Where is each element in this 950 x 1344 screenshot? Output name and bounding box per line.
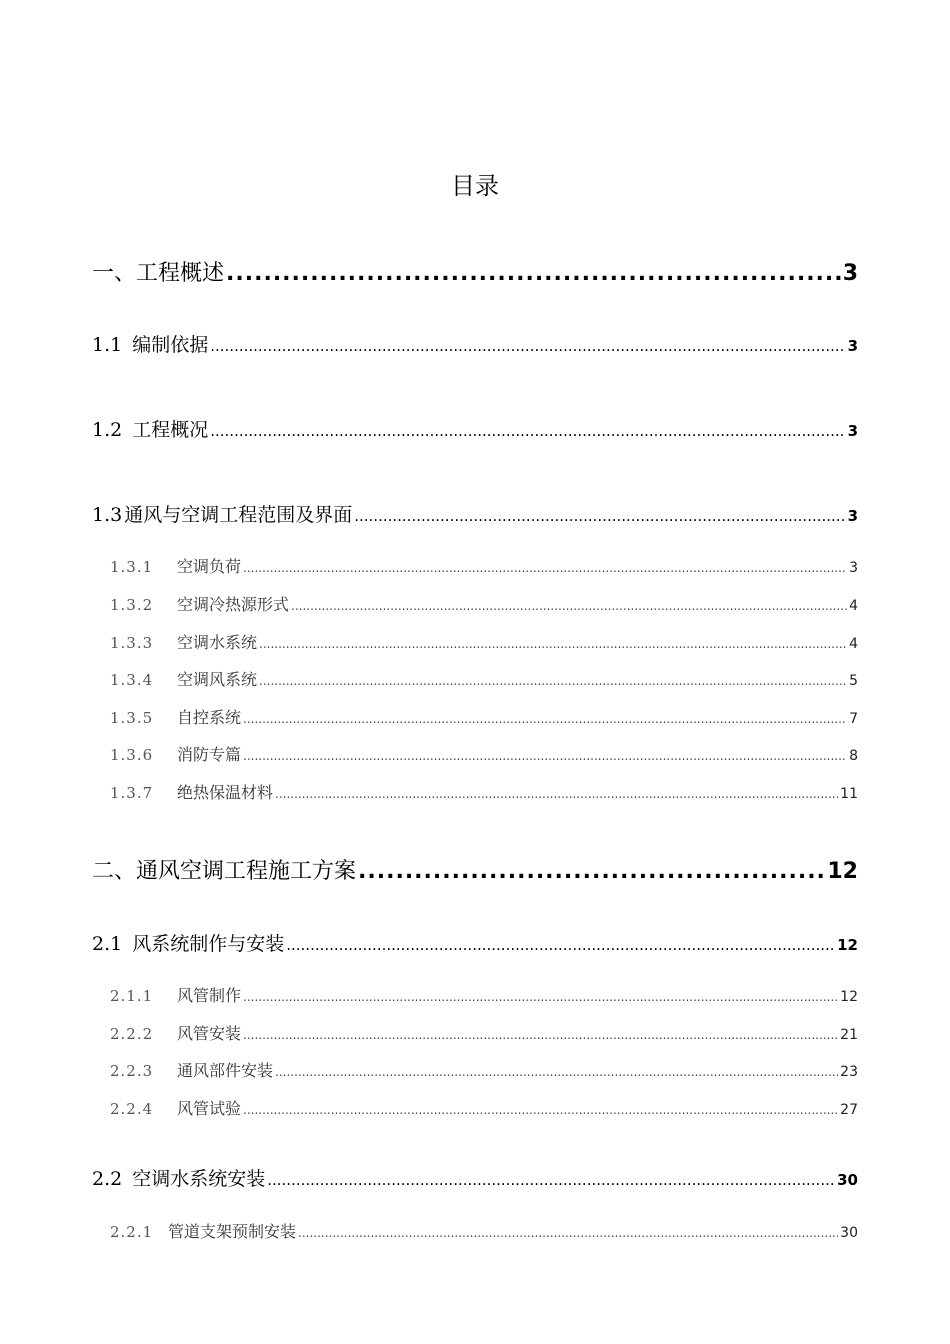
toc-entry-number: 1.3.7	[110, 784, 154, 802]
toc-entry-text: 编制依据	[132, 334, 209, 356]
toc-entry-subsection-2-2-4[interactable]	[110, 1096, 858, 1120]
toc-entry-page: 27	[840, 1102, 858, 1118]
toc-entry-chapter-2[interactable]	[92, 854, 858, 888]
toc-entry-text: 管道支架预制安装	[168, 1222, 297, 1241]
toc-entry-text: 空调水系统安装	[132, 1168, 266, 1190]
toc-entry-subsection-1-3-3[interactable]	[110, 630, 858, 654]
toc-entry-text: 通风部件安装	[177, 1061, 274, 1080]
toc-leader-dots	[259, 674, 847, 688]
toc-leader-dots	[243, 1028, 838, 1042]
toc-entry-chapter-1[interactable]	[92, 256, 858, 290]
toc-entry-subsection-1-3-1[interactable]	[110, 554, 858, 578]
toc-leader-dots	[291, 599, 847, 613]
toc-entry-page: 4	[849, 636, 858, 652]
toc-entry-number: 1.3.2	[110, 596, 154, 614]
toc-entry-number: 2.2.1	[110, 1223, 154, 1241]
toc-leader-dots	[275, 787, 838, 801]
toc-entry-number: 2.2.4	[110, 1100, 154, 1118]
toc-entry-subsection-1-3-4[interactable]	[110, 667, 858, 691]
toc-entry-text: 自控系统	[177, 708, 242, 727]
toc-entry-subsection-2-1-1[interactable]	[110, 983, 858, 1007]
toc-entry-page: 3	[849, 560, 858, 576]
toc-entry-number: 2.2.3	[110, 1062, 154, 1080]
toc-leader-dots	[243, 1103, 838, 1117]
toc-entry-page: 12	[827, 859, 858, 884]
toc-entry-number: 1.3.3	[110, 634, 154, 652]
toc-entry-page: 3	[847, 507, 858, 525]
toc-entry-section-2-1[interactable]	[92, 929, 858, 959]
toc-entry-text: 工程概述	[136, 261, 225, 286]
toc-leader-dots	[275, 1065, 838, 1079]
toc-leader-dots	[358, 859, 825, 884]
toc-entry-page: 21	[840, 1027, 858, 1043]
toc-entry-section-2-2[interactable]	[92, 1164, 858, 1194]
toc-entry-section-1-3[interactable]	[92, 500, 858, 530]
toc-entry-section-1-2[interactable]	[92, 415, 858, 445]
toc-entry-subsection-1-3-7[interactable]	[110, 780, 858, 804]
toc-entry-text: 风管安装	[177, 1024, 242, 1043]
toc-leader-dots	[259, 637, 847, 651]
toc-leader-dots	[210, 422, 845, 440]
toc-leader-dots	[267, 1171, 835, 1189]
toc-entry-page: 12	[837, 936, 858, 954]
toc-entry-number: 2.2	[92, 1168, 123, 1190]
toc-leader-dots	[354, 507, 845, 525]
toc-entry-text: 风管制作	[177, 986, 242, 1005]
toc-leader-dots	[210, 337, 845, 355]
toc-entry-text: 空调冷热源形式	[177, 595, 290, 614]
toc-entry-subsection-1-3-2[interactable]	[110, 592, 858, 616]
toc-entry-page: 3	[847, 422, 858, 440]
toc-entry-page: 11	[840, 786, 858, 802]
toc-entry-page: 30	[840, 1225, 858, 1241]
toc-entry-number: 2.2.2	[110, 1025, 154, 1043]
toc-entry-subsection-1-3-6[interactable]	[110, 742, 858, 766]
toc-entry-number: 一、	[92, 261, 137, 286]
toc-entry-number: 1.3.5	[110, 709, 154, 727]
toc-entry-text: 风管试验	[177, 1099, 242, 1118]
toc-entry-number: 1.3.4	[110, 671, 154, 689]
toc-entry-number: 1.1	[92, 334, 123, 356]
toc-entry-number: 1.2	[92, 419, 123, 441]
toc-leader-dots	[243, 561, 847, 575]
toc-entry-number: 2.1.1	[110, 987, 154, 1005]
toc-entry-number: 1.3	[92, 504, 123, 526]
toc-entry-page: 3	[847, 337, 858, 355]
toc-entry-number: 1.3.6	[110, 746, 154, 764]
toc-entry-page: 3	[842, 261, 858, 286]
toc-entry-number: 1.3.1	[110, 558, 154, 576]
toc-leader-dots	[243, 712, 847, 726]
toc-leader-dots	[243, 990, 838, 1004]
toc-entry-subsection-2-2-2[interactable]	[110, 1021, 858, 1045]
toc-title: 目录	[451, 172, 499, 200]
toc-entry-text: 风系统制作与安装	[132, 933, 285, 955]
toc-entry-subsection-1-3-5[interactable]	[110, 705, 858, 729]
toc-entry-text: 工程概况	[132, 419, 209, 441]
toc-entry-text: 空调风系统	[177, 670, 258, 689]
toc-entry-text: 消防专篇	[177, 745, 242, 764]
toc-entry-page: 12	[840, 989, 858, 1005]
toc-entry-page: 8	[849, 748, 858, 764]
toc-entry-section-1-1[interactable]	[92, 330, 858, 360]
toc-entry-text: 绝热保温材料	[177, 783, 274, 802]
toc-entry-text: 通风与空调工程范围及界面	[124, 504, 353, 526]
toc-entry-text: 通风空调工程施工方案	[136, 859, 357, 884]
toc-leader-dots	[298, 1226, 838, 1240]
toc-leader-dots	[243, 749, 847, 763]
toc-entry-page: 7	[849, 711, 858, 727]
toc-leader-dots	[226, 261, 841, 286]
toc-leader-dots	[286, 936, 835, 954]
toc-entry-subsection-2-2-3[interactable]	[110, 1058, 858, 1082]
toc-entry-page: 23	[840, 1064, 858, 1080]
toc-entry-subsection-2-2-1[interactable]	[110, 1219, 858, 1243]
toc-entry-page: 30	[837, 1171, 858, 1189]
toc-entry-text: 空调水系统	[177, 633, 258, 652]
toc-entry-number: 二、	[92, 859, 137, 884]
toc-entry-number: 2.1	[92, 933, 123, 955]
toc-entry-page: 4	[849, 598, 858, 614]
toc-entry-text: 空调负荷	[177, 557, 242, 576]
toc-entry-page: 5	[849, 673, 858, 689]
